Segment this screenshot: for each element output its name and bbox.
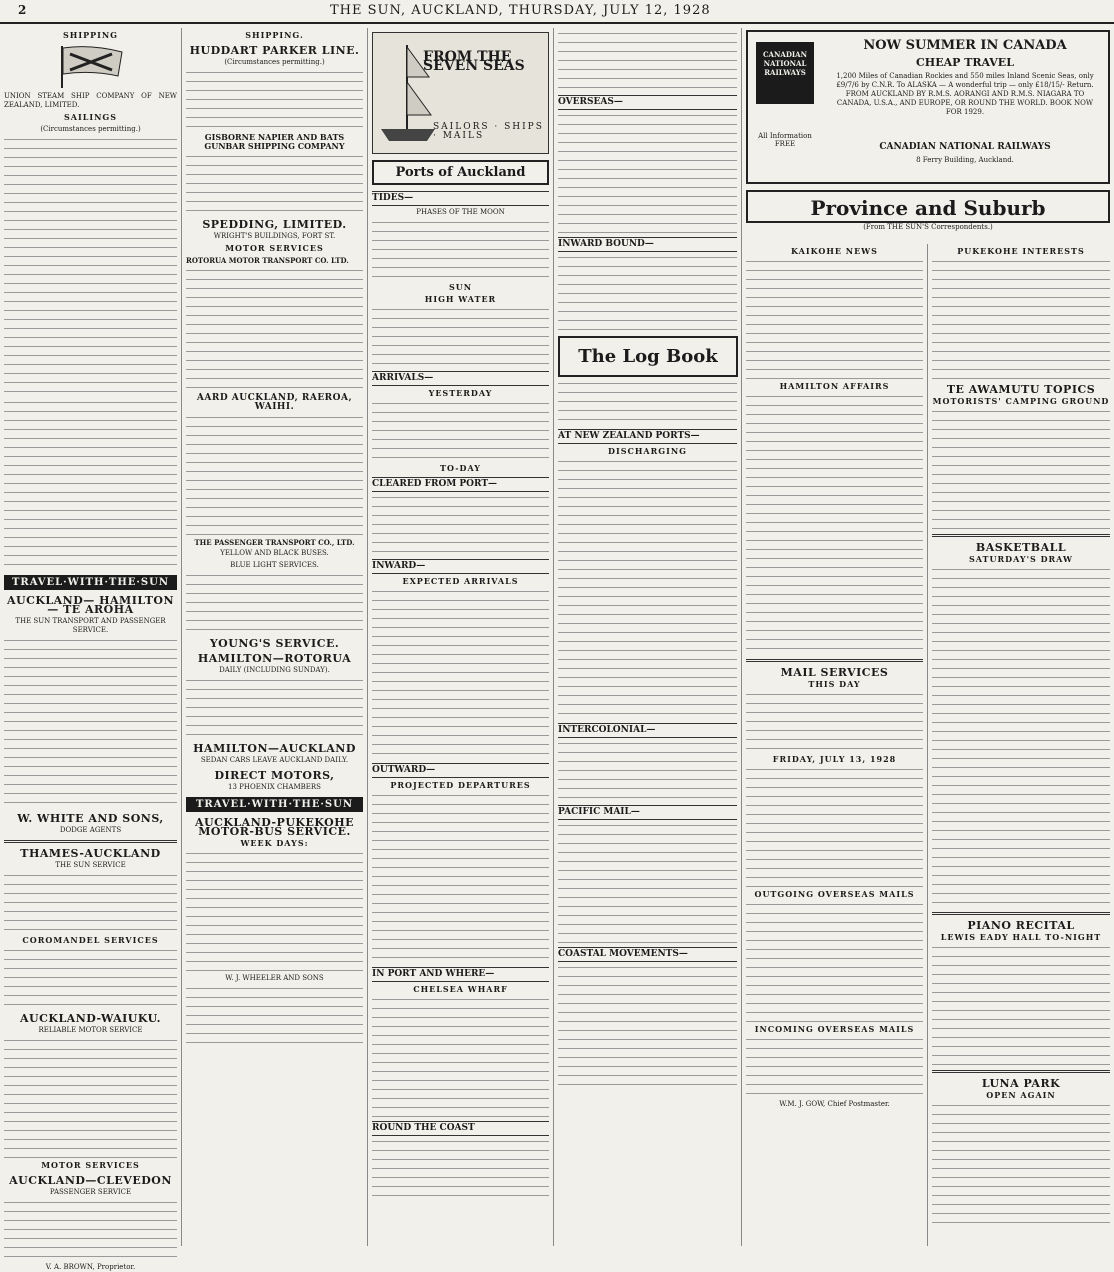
cn-info: All Information FREE [758,132,812,148]
sun-service: THE SUN SERVICE [55,861,126,869]
travel-with-the-sun-banner: TRAVEL·WITH·THE·SUN [4,575,177,590]
column-2 [182,28,368,1246]
incoming: INCOMING OVERSEAS MAILS [754,1024,915,1034]
rotorua-text [186,268,363,388]
motorists-camping: MOTORISTS' CAMPING GROUND [932,396,1110,406]
province-suburb: Province and Suburb [746,190,1110,223]
auckland-clevedon: AUCKLAND—CLEVEDON [9,1174,172,1187]
seven-seas-illustration [372,32,549,154]
projected: PROJECTED DEPARTURES [390,780,531,790]
wrights: WRIGHT'S BUILDINGS, FORT ST. [213,232,336,240]
sailings-heading: SAILINGS [63,112,117,122]
column-6 [928,244,1114,1246]
overseas-text [558,113,737,233]
kaikohe-text [746,259,923,379]
friday-text [746,767,923,887]
usscc-heading: UNION STEAM SHIP COMPANY OF NEW ZEALAND, LIMITED. [4,92,177,109]
rotorua-motor: ROTORUA MOTOR TRANSPORT CO. LTD. [186,256,349,265]
direct-motors: DIRECT MOTORS, [214,769,335,782]
wheeler: W. J. WHEELER AND SONS [225,974,324,982]
overseas: OVERSEAS— [558,95,737,110]
blue-light: BLUE LIGHT SERVICES. [230,561,319,569]
at-nz-ports: AT NEW ZEALAND PORTS— [558,429,737,444]
today: TO-DAY [440,463,481,473]
spedding: SPEDDING, LIMITED. [202,218,347,231]
direct-address: 13 PHOENIX CHAMBERS [228,783,321,791]
shipping-heading: SHIPPING [63,30,118,40]
dodge-agents: DODGE AGENTS [59,826,122,834]
pukekohe-text [186,851,363,971]
arrivals: ARRIVALS— [372,371,549,386]
yellow-black: YELLOW AND BLACK BUSES. [220,549,329,557]
hamilton-affairs: HAMILTON AFFAIRS [779,381,890,391]
projected-list [372,793,549,963]
discharging: DISCHARGING [608,446,687,456]
intro-text [558,31,737,91]
reliable: RELIABLE MOTOR SERVICE [38,1026,143,1034]
week-days: WEEK DAYS: [240,838,309,848]
hamilton-rotorua: HAMILTON—ROTORUA [197,652,352,665]
expected-list [372,589,549,759]
thames-text [4,873,177,933]
travel-banner-2: TRAVEL·WITH·THE·SUN [186,797,363,812]
basketball-text [932,567,1110,907]
youngs-service: YOUNG'S SERVICE. [209,637,340,650]
sedan-cars: SEDAN CARS LEAVE AUCKLAND DAILY. [200,756,349,764]
cn-foot2: 8 Ferry Building, Auckland. [916,156,1014,164]
gisborne: GISBORNE NAPIER AND BATS GUNBAR SHIPPING COMPANY [204,132,345,151]
youngs-text [186,678,363,738]
gisborne-text [186,154,363,214]
outward: OUTWARD— [372,763,549,778]
passenger-text [186,573,363,633]
cn-body: 1,200 Miles of Canadian Rockies and 550 miles Inland Scenic Seas, only £9/7/6 by C.N.R. To ALASKA — A wonderful trip — only £18/15/- Return. FROM AUCKLAND BY R.M.S. AORANGI AND R.M.S. NIAGARA TO CANADA, U.S.A., AND EUROPE, OR ROUND THE WORLD. BOOK NOW FOR 1929. [836,72,1094,116]
intercolonial-text [558,741,737,801]
expected: EXPECTED ARRIVALS [402,576,519,586]
pukekohe-text-6 [932,259,1110,379]
transport-text [4,638,177,808]
coastal: COASTAL MOVEMENTS— [558,947,737,962]
outgoing-text [746,902,923,1022]
high-water: HIGH WATER [424,294,497,304]
huddart-text [186,70,363,130]
kaikohe: KAIKOHE NEWS [791,246,878,256]
te-awamutu-text [932,409,1110,529]
huddart-parker: HUDDART PARKER LINE. [189,44,360,57]
cn-sub: CHEAP TRAVEL [916,56,1014,69]
sun-heading: SUN [448,282,473,292]
piano-text [932,945,1110,1065]
thames-auckland: THAMES-AUCKLAND [20,847,161,860]
cn-foot: CANADIAN NATIONAL RAILWAYS [879,142,1051,152]
newspaper-title: THE SUN, AUCKLAND, THURSDAY, JULY 12, 1928 [330,3,711,18]
hamilton-text [746,394,923,654]
column-4 [554,28,742,1246]
sailing-schedule [4,137,177,397]
pukekohe-interests: PUKEKOHE INTERESTS [957,246,1085,256]
coromandel: COROMANDEL SERVICES [22,935,159,945]
ports-of-auckland: Ports of Auckland [372,160,549,185]
log-book-box [558,330,738,383]
luna-text [932,1103,1110,1223]
te-awamutu: TE AWAMUTU TOPICS [946,383,1096,396]
log-book-title: The Log Book [558,336,738,377]
yesterday: YESTERDAY [428,388,493,398]
round-coast: ROUND THE COAST [372,1121,549,1136]
kahorai-text [186,986,363,1046]
outgoing: OUTGOING OVERSEAS MAILS [754,889,915,899]
passenger-transport: THE PASSENGER TRANSPORT CO., LTD. [194,538,355,547]
column-5 [742,244,928,1246]
shipping-heading-2: SHIPPING. [245,30,304,40]
intercolonial: INTERCOLONIAL— [558,723,737,738]
cn-heading: NOW SUMMER IN CANADA [863,38,1067,53]
arrivals-text [372,401,549,461]
luna-park: LUNA PARK [981,1077,1061,1090]
top-right-block [742,28,1114,242]
chelsea: CHELSEA WHARF [413,984,508,994]
brown-proprietor: V. A. BROWN, Proprietor. [45,1263,136,1271]
phases-moon: PHASES OF THE MOON [416,208,505,216]
auckland-hamilton-heading: AUCKLAND— HAMILTON— TE AROHA [6,594,175,616]
sailings-sub: (Circumstances permitting.) [40,125,141,133]
canadian-national-ad [746,30,1110,184]
cn-logo: CANADIAN NATIONAL RAILWAYS [756,42,814,104]
postmaster: W.M. J. GOW, Chief Postmaster. [779,1100,890,1108]
incoming-text [746,1037,923,1097]
in-port: IN PORT AND WHERE— [372,967,549,982]
friday: FRIDAY, JULY 13, 1928 [772,754,897,764]
column-1 [0,28,182,1271]
hamilton-auckland: HAMILTON—AUCKLAND [193,742,356,755]
masthead [0,0,1114,24]
coromandel-text [4,948,177,1008]
seven-seas-title: FROM THE SEVEN SEAS [423,49,525,74]
pacific-text [558,823,737,943]
clevedon-text [4,1200,177,1260]
page-number: 2 [18,3,28,17]
inward: INWARD— [372,559,549,574]
white-sons: W. WHITE AND SONS, [17,812,164,825]
aard: AARD AUCKLAND, RAEROA, WAIHI. [196,393,353,412]
waiuku-text [4,1038,177,1158]
motor-services: MOTOR SERVICES [41,1160,140,1170]
huddart-sub: (Circumstances permitting.) [224,58,325,66]
sun-transport: THE SUN TRANSPORT AND PASSENGER SERVICE. [15,617,166,634]
cleared-text [372,495,549,555]
basketball: BASKETBALL [975,541,1067,554]
this-day: THIS DAY [808,679,861,689]
sailors-ships-mails: SAILORS · SHIPS · MAILS [433,122,544,141]
cleared: CLEARED FROM PORT— [372,477,549,492]
mail-services: MAIL SERVICES [780,666,889,679]
column-3 [368,28,554,1246]
saturdays-draw: SATURDAY'S DRAW [969,554,1073,564]
province-sub: (From THE SUN'S Correspondents.) [863,223,993,231]
coast-text [372,1139,549,1199]
tides: TIDES— [372,191,549,206]
auckland-waiuku: AUCKLAND-WAIUKU. [20,1012,161,1025]
trans-pacific-text [4,400,177,570]
passenger-service: PASSENGER SERVICE [49,1188,132,1196]
union-flag-icon [56,44,126,88]
moon-table [372,220,549,280]
nz-ports-text [558,459,737,719]
pukekohe-bus: AUCKLAND-PUKEKOHE MOTOR-BUS SERVICE. [194,816,354,838]
pacific-mail: PACIFIC MAIL— [558,805,737,820]
inward-bound: INWARD BOUND— [558,237,737,252]
high-water-table [372,307,549,367]
lewis-eady: LEWIS EADY HALL TO-NIGHT [940,932,1102,942]
piano-recital: PIANO RECITAL [967,919,1075,932]
coastal-text [558,965,737,1085]
in-port-list [372,997,549,1117]
open-again: OPEN AGAIN [986,1090,1056,1100]
this-day-text [746,692,923,752]
daily-sunday: DAILY (INCLUDING SUNDAY). [219,666,330,674]
aard-text [186,415,363,535]
motor-services-2: MOTOR SERVICES [225,243,324,253]
